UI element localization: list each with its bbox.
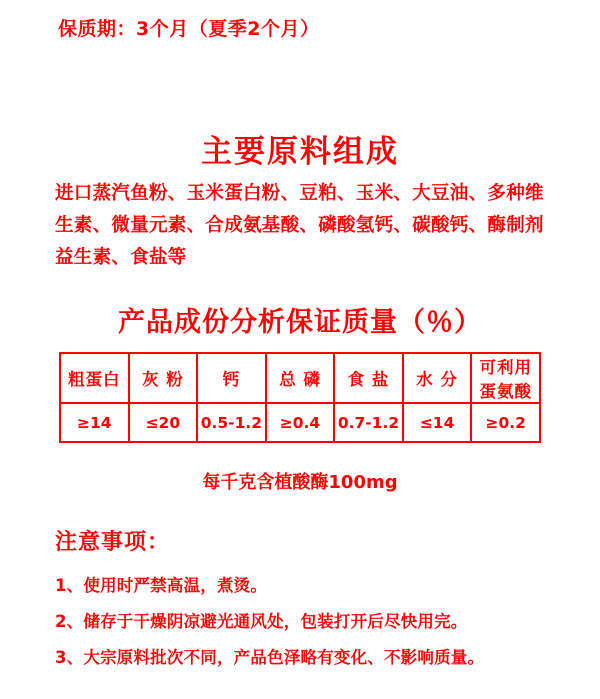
table-header-cell: 水 分 (403, 353, 472, 403)
note-item: 2、储存于干燥阴凉避光通风处，包装打开后尽快用完。 (55, 612, 468, 631)
note-item: 1、使用时严禁高温，煮烫。 (55, 576, 268, 595)
table-header-cell: 粗蛋白 (60, 353, 129, 403)
table-value-cell: ≤20 (129, 403, 198, 442)
table-header-cell: 食 盐 (334, 353, 403, 403)
table-value-cell: 0.5-1.2 (197, 403, 266, 442)
phytase-note: 每千克含植酸酶100mg (202, 472, 398, 493)
table-row-headers (60, 353, 540, 403)
shelf-life-text: 保质期：3个月（夏季2个月） (58, 18, 320, 40)
table-header-cell: 钙 (197, 353, 266, 403)
page-title: 主要原料组成 (201, 134, 399, 170)
table-row (60, 403, 540, 442)
table-value-cell: ≥0.2 (471, 403, 540, 442)
table-header-cell: 总 磷 (266, 353, 335, 403)
table-header-cell: 可利用蛋氨酸 (471, 353, 540, 403)
analysis-table-wrapper (59, 352, 541, 443)
table-header-cell: 灰 粉 (129, 353, 198, 403)
table-value-cell: 0.7-1.2 (334, 403, 403, 442)
table-value-cell: ≥14 (60, 403, 129, 442)
table-value-cell: ≥0.4 (266, 403, 335, 442)
analysis-section-title: 产品成份分析保证质量（％） (118, 307, 482, 338)
ingredients-text: 进口蒸汽鱼粉、玉米蛋白粉、豆粕、玉米、大豆油、多种维生素、微量元素、合成氨基酸、磷酸氢钙、碳酸钙、酶制剂益生素、食盐等 (55, 183, 544, 268)
notes-title: 注意事项： (55, 530, 171, 555)
analysis-table (59, 352, 541, 443)
note-item: 3、大宗原料批次不同，产品色泽略有变化、不影响质量。 (55, 648, 485, 667)
table-value-cell: ≤14 (403, 403, 472, 442)
